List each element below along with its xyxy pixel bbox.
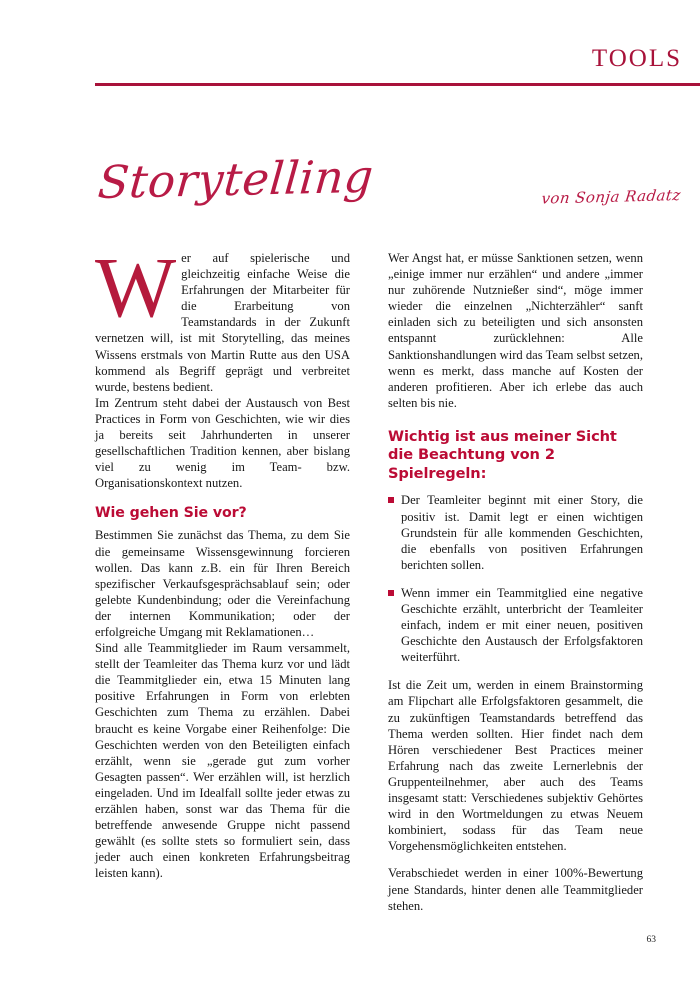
square-bullet-icon — [388, 497, 394, 503]
list-item-text: Der Teamleiter beginnt mit einer Story, die positiv ist. Damit legt er einen wichtigen Grundstein für alle kommenden Geschichten, die ebenfalls von positiven Erfahrungen berichten sollen. — [401, 493, 643, 572]
header-divider — [95, 83, 700, 86]
spielregeln-list — [388, 492, 643, 665]
page-header — [0, 44, 700, 90]
title-block — [0, 149, 700, 230]
heading-wie-gehen-sie-vor: Wie gehen Sie vor? — [95, 505, 247, 522]
lead-paragraph-text: er auf spielerische und gleichzeitig einfache Weise die Erfahrungen der Mitarbeiter für die Erarbeitung von Teamstandards in der Zukunft vernetzen will, ist mit Storytelling, das meines Wissens erstmals von Martin Rutte aus den USA kommend als Begriff geprägt und verbreitet wurde, bestens bedient. — [95, 251, 350, 394]
paragraph-3: Bestimmen Sie zunächst das Thema, zu dem Sie die gemeinsame Wissensgewinnung forcieren wollen. Das kann z.B. ein für Ihren Bereich spezifischer Verkaufsgesprächsablauf sein; oder gelebte Kundenbindung; oder die Vereinfachung der internen Kommunikation; oder der erfolgreiche Umgang mit Reklamationen… — [95, 528, 350, 639]
section-label: TOOLS — [591, 45, 682, 72]
article-title: Storytelling — [96, 149, 376, 209]
paragraph-2: Im Zentrum steht dabei der Austausch von Best Practices in Form von Geschichten, wie wir dies ja bereits seit Jahrhunderten in unserer gesellschaftlichen Tradition kennen, aber bislang viel zu wenig im Team- bzw. Organisationskontext nutzen. — [95, 395, 350, 491]
article-columns — [95, 239, 643, 913]
list-item — [388, 585, 643, 665]
heading-spielregeln: Wichtig ist aus meiner Sicht die Beachtung von 2 Spielregeln: — [388, 427, 617, 482]
lead-paragraph — [95, 239, 350, 395]
column-left — [95, 239, 350, 890]
paragraph-4: Sind alle Teammitglieder im Raum versammelt, stellt der Teamleiter das Thema kurz vor und lädt die Teammitglieder ein, etwa 15 Minuten lang positive Erfahrungen in Form von erlebten Geschichten zum Thema zu erzählen. Dabei braucht es keine Vorgabe einer Reihenfolge: Die Geschichten werden von den Beteiligten einfach erzählt, wenn sie „gerade gut zum vorher Gesagten passen“. Wer erzählen will, ist herzlich eingeladen. Und im Idealfall sollte jeder etwas zu erzählen haben, sonst war das Thema für die betreffende anwesende Gruppe nicht passend gewählt (es sollte stets so formuliert sein, dass jeder auch einen konkreten Erfahrungsbeitrag leisten kann). — [95, 641, 350, 881]
right-paragraph-2: Ist die Zeit um, werden in einem Brainstorming am Flipchart alle Erfolgsfaktoren gesammelt, die zu zukünftigen Teamstandards betreffend das Thema werden sollten. Hier findet nach dem Hören verschiedener Best Practices meiner Erfahrung nach das zweite Lernerlebnis der Gruppenteilnehmer, aber auch des Teams insgesamt statt: Verschiedenes subjektiv Gehörtes wird in den Wortmeldungen zu etwas Neuem kombiniert, sodass für das Team neue Vorgehensmöglichkeiten entstehen. — [388, 678, 643, 854]
square-bullet-icon — [388, 590, 394, 596]
right-paragraph-3: Verabschiedet werden in einer 100%-Bewertung jene Standards, hinter denen alle Teammitglieder stehen. — [388, 866, 643, 913]
author-byline: von Sonja Radatz — [540, 186, 683, 208]
list-item — [388, 492, 643, 572]
list-item-text: Wenn immer ein Teammitglied eine negative Geschichte erzählt, unterbricht der Teamleiter einfach, indem er mit einer neuen, positiven Geschichte den Austausch der Erfolgsfaktoren weiterführt. — [401, 585, 643, 665]
drop-cap: W — [95, 239, 177, 335]
right-paragraph-1: Wer Angst hat, er müsse Sanktionen setzen, wenn „einige immer nur erzählen“ und andere „immer nur zuhörende Nutznießer sind“, möge immer wieder die einzelnen „Nichterzähler“ sanft einladen sich zu beteiligten und sich ansonsten entspannt zurücklehnen: Alle Sanktionshandlungen wird das Team selbst setzen, wenn es merkt, dass manche auf Kosten der anderen profitieren. Aber ich erlebe das auch selten bis nie. — [388, 251, 643, 410]
column-right — [388, 250, 643, 913]
page-number: 63 — [646, 935, 656, 945]
